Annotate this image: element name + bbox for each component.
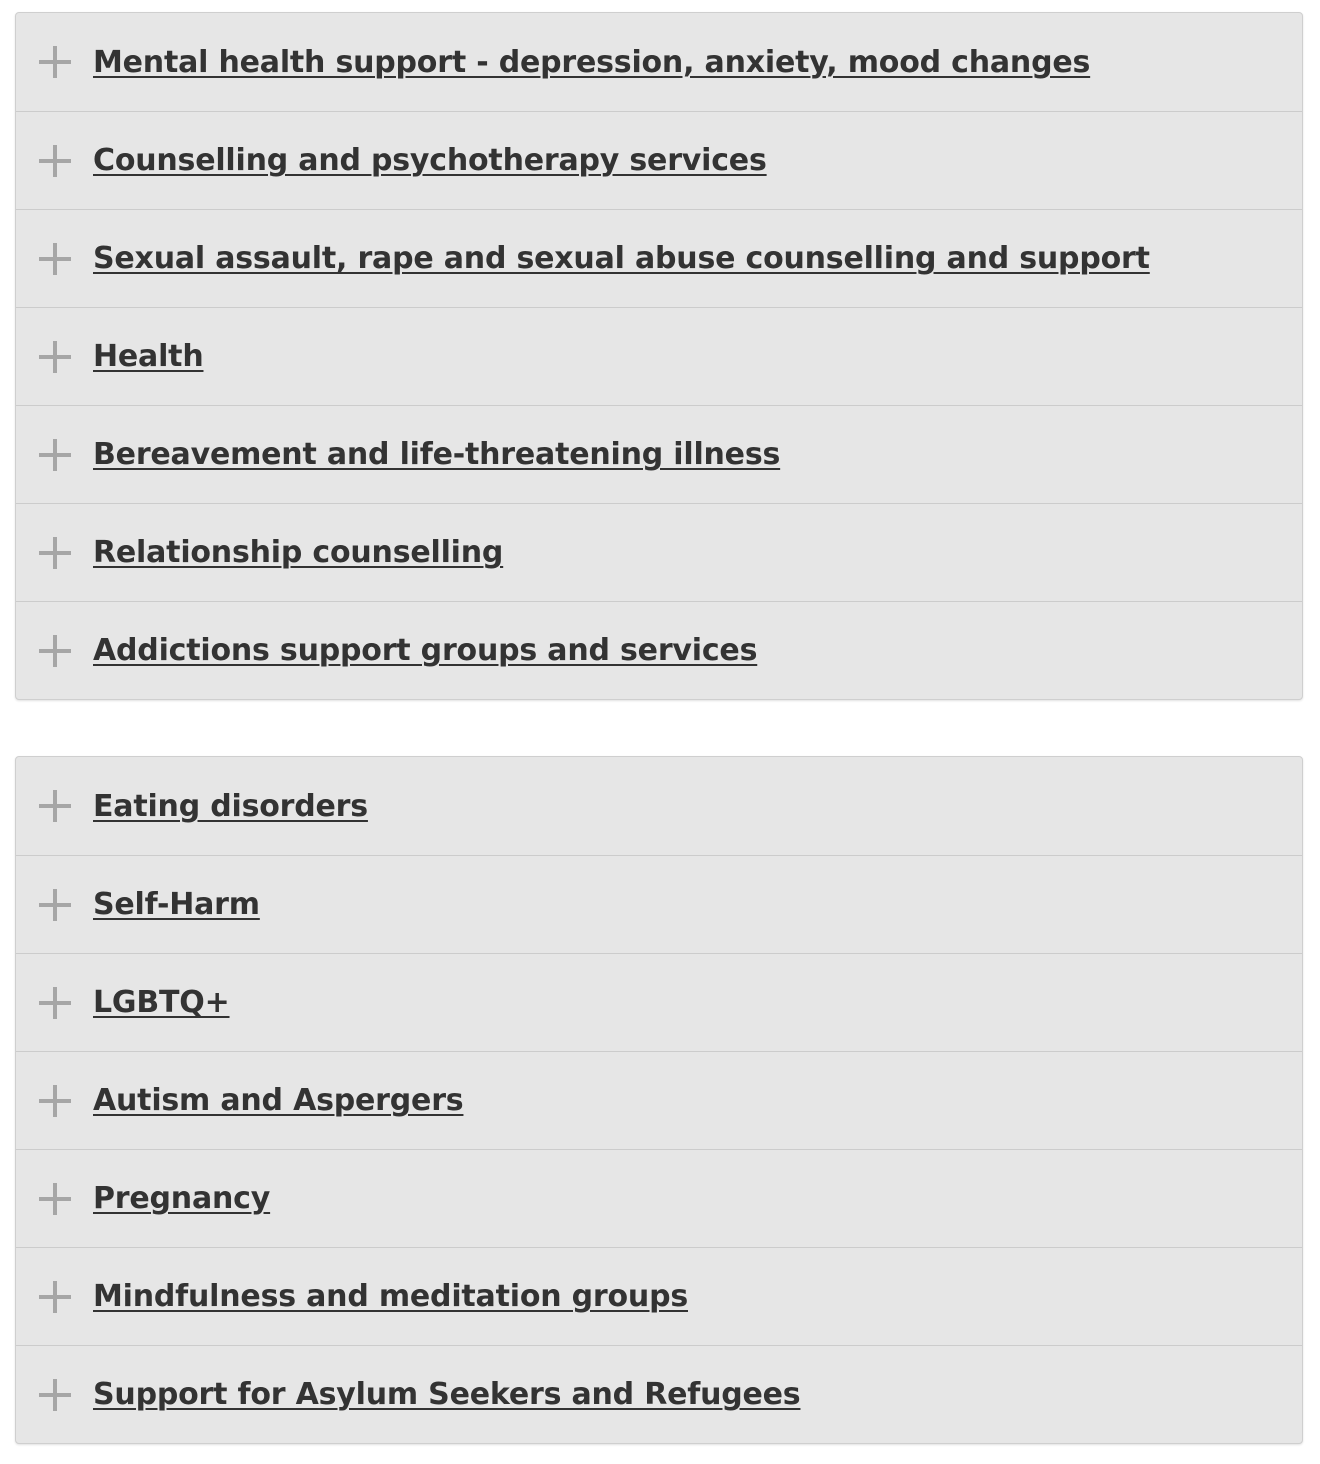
accordion-item-title[interactable]: Addictions support groups and services — [93, 633, 758, 668]
accordion-item-title[interactable]: Self-Harm — [93, 887, 260, 922]
accordion-item-asylum[interactable] — [16, 1345, 1302, 1443]
accordion-item-mindfulness[interactable] — [16, 1247, 1302, 1345]
plus-icon[interactable] — [39, 46, 71, 78]
accordion-item-relationship[interactable] — [16, 503, 1302, 601]
accordion-item-lgbtq[interactable] — [16, 953, 1302, 1051]
accordion-item-title[interactable]: Counselling and psychotherapy services — [93, 143, 767, 178]
plus-icon[interactable] — [39, 889, 71, 921]
accordion-group-2 — [15, 756, 1303, 1444]
plus-icon[interactable] — [39, 439, 71, 471]
plus-icon[interactable] — [39, 987, 71, 1019]
accordion-item-pregnancy[interactable] — [16, 1149, 1302, 1247]
accordion-item-self-harm[interactable] — [16, 855, 1302, 953]
accordion-item-title[interactable]: Health — [93, 339, 204, 374]
accordion-item-autism[interactable] — [16, 1051, 1302, 1149]
plus-icon[interactable] — [39, 790, 71, 822]
accordion-item-title[interactable]: Mindfulness and meditation groups — [93, 1279, 688, 1314]
accordion-item-title[interactable]: LGBTQ+ — [93, 985, 230, 1020]
plus-icon[interactable] — [39, 341, 71, 373]
plus-icon[interactable] — [39, 1379, 71, 1411]
plus-icon[interactable] — [39, 537, 71, 569]
plus-icon[interactable] — [39, 1183, 71, 1215]
plus-icon[interactable] — [39, 1085, 71, 1117]
accordion-item-counselling[interactable] — [16, 111, 1302, 209]
accordion-item-title[interactable]: Eating disorders — [93, 788, 368, 824]
accordion-item-sexual-assault[interactable] — [16, 209, 1302, 307]
accordion-item-title[interactable]: Pregnancy — [93, 1181, 271, 1216]
plus-icon[interactable] — [39, 1281, 71, 1313]
accordion-item-eating-disorders[interactable] — [16, 757, 1302, 855]
plus-icon[interactable] — [39, 145, 71, 177]
plus-icon[interactable] — [39, 635, 71, 667]
accordion-item-title[interactable]: Support for Asylum Seekers and Refugees — [93, 1377, 801, 1412]
accordion-item-addictions[interactable] — [16, 601, 1302, 699]
accordion-item-bereavement[interactable] — [16, 405, 1302, 503]
accordion-item-title[interactable]: Sexual assault, rape and sexual abuse counselling and support — [93, 241, 1150, 276]
accordion-item-title[interactable]: Autism and Aspergers — [93, 1083, 464, 1118]
accordion-item-title[interactable]: Mental health support - depression, anxiety, mood changes — [93, 44, 1091, 80]
accordion-item-title[interactable]: Bereavement and life-threatening illness — [93, 437, 781, 472]
accordion-group-1 — [15, 12, 1303, 700]
accordion-item-title[interactable]: Relationship counselling — [93, 535, 504, 570]
accordion-item-mental-health[interactable] — [16, 13, 1302, 111]
plus-icon[interactable] — [39, 243, 71, 275]
accordion-item-health[interactable] — [16, 307, 1302, 405]
